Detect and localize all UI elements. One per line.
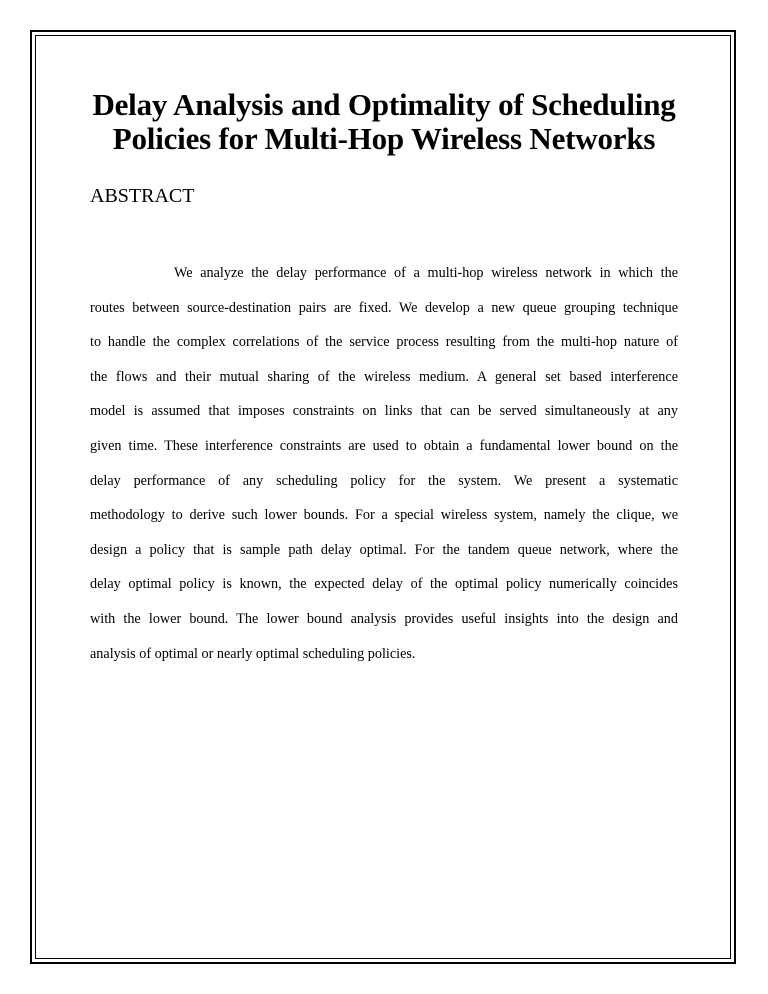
document-title xyxy=(60,88,708,156)
abstract-line: methodology to derive such lower bounds. For a special wireless system, namely the clique, we xyxy=(90,507,678,524)
abstract-line: given time. These interference constraints are used to obtain a fundamental lower bound on the xyxy=(90,437,678,454)
abstract-paragraph xyxy=(90,256,678,671)
abstract-line: the flows and their mutual sharing of the wireless medium. A general set based interference xyxy=(90,368,678,385)
abstract-line: analysis of optimal or nearly optimal scheduling policies. xyxy=(90,645,416,662)
abstract-line: model is assumed that imposes constraints on links that can be served simultaneously at any xyxy=(90,403,678,420)
abstract-line: to handle the complex correlations of the service process resulting from the multi-hop nature of xyxy=(90,334,678,351)
title-line: Policies for Multi-Hop Wireless Networks xyxy=(112,121,656,156)
abstract-line: delay optimal policy is known, the expected delay of the optimal policy numerically coincides xyxy=(90,576,678,593)
section-heading-abstract: ABSTRACT xyxy=(90,185,195,207)
abstract-line: with the lower bound. The lower bound analysis provides useful insights into the design and xyxy=(90,610,678,627)
abstract-line: We analyze the delay performance of a multi-hop wireless network in which the xyxy=(174,265,678,281)
title-line: Delay Analysis and Optimality of Scheduling xyxy=(92,87,676,122)
abstract-line: design a policy that is sample path delay optimal. For the tandem queue network, where the xyxy=(90,541,678,558)
abstract-line: delay performance of any scheduling policy for the system. We present a systematic xyxy=(90,472,678,489)
abstract-line: routes between source-destination pairs are fixed. We develop a new queue grouping technique xyxy=(90,299,678,316)
